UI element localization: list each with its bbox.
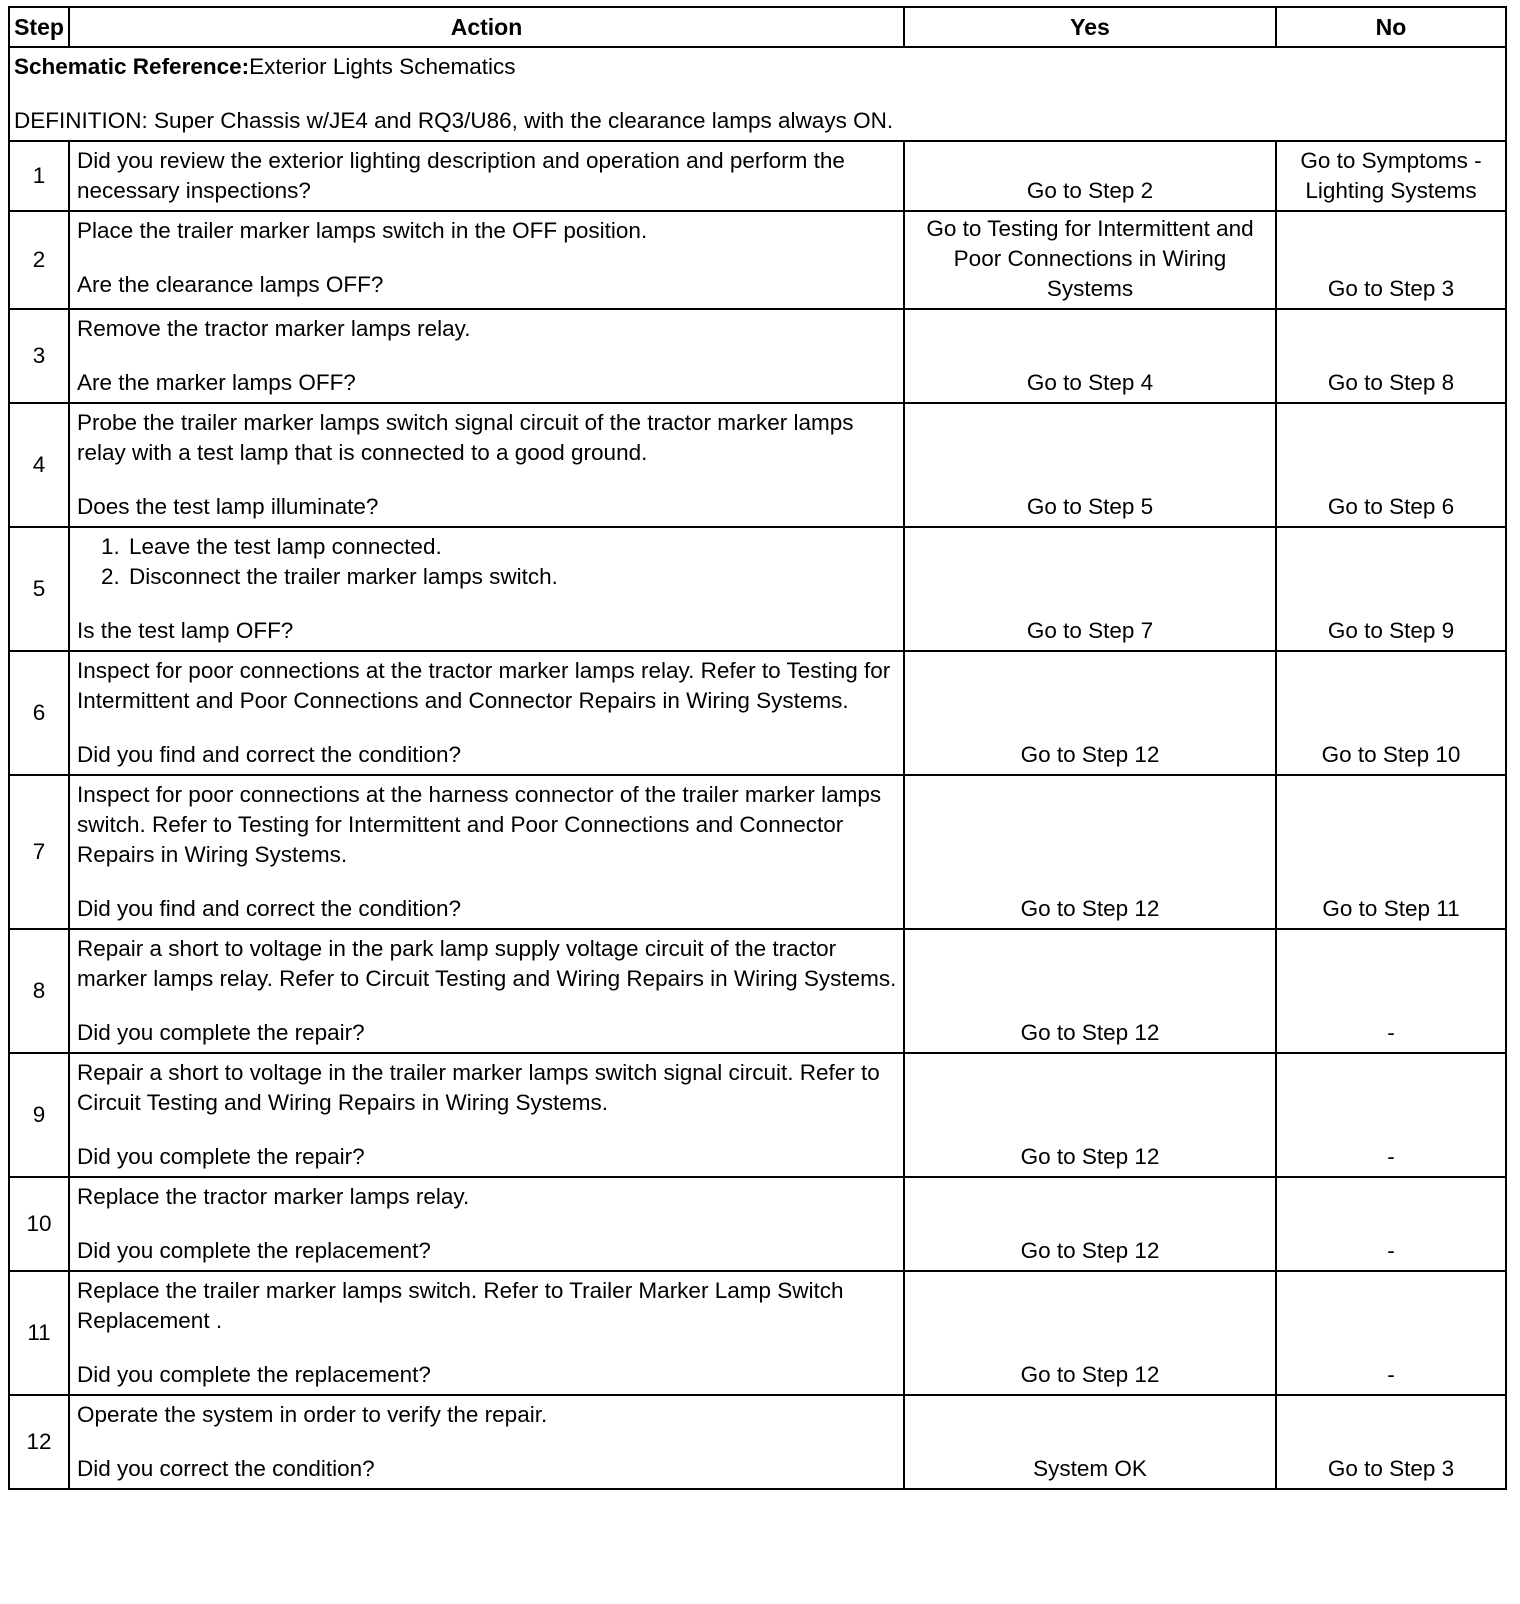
definition-text: DEFINITION: Super Chassis w/JE4 and RQ3/U86, with the clearance lamps always ON.: [14, 108, 894, 133]
step-number: 5: [9, 527, 69, 651]
step-action-cell: [69, 211, 904, 309]
step-action-cell: [69, 527, 904, 651]
step-number: 9: [9, 1053, 69, 1177]
step-row: [9, 1395, 1506, 1489]
step-action-text: Remove the tractor marker lamps relay.: [77, 316, 471, 341]
step-question: Is the test lamp OFF?: [77, 618, 294, 643]
step-no-result: Go to Step 6: [1276, 403, 1506, 527]
step-yes-result: Go to Step 12: [904, 1177, 1276, 1271]
schematic-reference-separator: :: [241, 54, 250, 79]
step-action-cell: [69, 651, 904, 775]
step-number: 2: [9, 211, 69, 309]
step-question: Did you correct the condition?: [77, 1456, 375, 1481]
header-no: No: [1276, 7, 1506, 47]
step-number: 7: [9, 775, 69, 929]
step-number: 11: [9, 1271, 69, 1395]
step-number: 4: [9, 403, 69, 527]
step-action-text: Repair a short to voltage in the park lamp supply voltage circuit of the tractor marker lamps relay. Refer to Circuit Testing and Wiring Repairs in Wiring Systems.: [77, 936, 897, 991]
step-no-result: Go to Step 8: [1276, 309, 1506, 403]
step-action-cell: [69, 141, 904, 211]
step-question: Did you find and correct the condition?: [77, 896, 461, 921]
schematic-reference-cell: [9, 47, 1506, 141]
step-row: [9, 211, 1506, 309]
step-question: Are the marker lamps OFF?: [77, 370, 356, 395]
step-action-text: Inspect for poor connections at the tractor marker lamps relay. Refer to Testing for Intermittent and Poor Connections and Connector Repairs in Wiring Systems.: [77, 658, 891, 713]
step-action-text: Place the trailer marker lamps switch in the OFF position.: [77, 218, 648, 243]
step-row: [9, 141, 1506, 211]
step-action-cell: [69, 1177, 904, 1271]
step-yes-result: Go to Step 12: [904, 1271, 1276, 1395]
step-row: [9, 929, 1506, 1053]
header-step: Step: [9, 7, 69, 47]
step-row: [9, 527, 1506, 651]
step-no-result: -: [1276, 1271, 1506, 1395]
schematic-reference: [14, 52, 1501, 82]
step-question: Did you complete the replacement?: [77, 1362, 431, 1387]
step-yes-result: Go to Step 4: [904, 309, 1276, 403]
step-question: Are the clearance lamps OFF?: [77, 272, 384, 297]
schematic-reference-value: Exterior Lights Schematics: [249, 54, 516, 79]
step-row: [9, 309, 1506, 403]
step-yes-result: Go to Step 7: [904, 527, 1276, 651]
schematic-reference-row: [9, 47, 1506, 141]
step-action-text: Operate the system in order to verify the repair.: [77, 1402, 548, 1427]
diagnostic-table: [8, 6, 1507, 1490]
step-action-cell: [69, 403, 904, 527]
header-row: [9, 7, 1506, 47]
step-action-list: [77, 532, 897, 592]
step-action-cell: [69, 1053, 904, 1177]
step-no-result: -: [1276, 1177, 1506, 1271]
step-number: 6: [9, 651, 69, 775]
step-action-list-item: 1. Leave the test lamp connected.: [126, 532, 897, 562]
step-number: 1: [9, 141, 69, 211]
step-no-result: Go to Step 3: [1276, 1395, 1506, 1489]
step-yes-result: Go to Step 12: [904, 651, 1276, 775]
step-question: Does the test lamp illuminate?: [77, 494, 379, 519]
step-no-result: -: [1276, 929, 1506, 1053]
step-no-result: Go to Step 3: [1276, 211, 1506, 309]
step-row: [9, 1177, 1506, 1271]
step-action-cell: [69, 1395, 904, 1489]
step-no-result: Go to Step 10: [1276, 651, 1506, 775]
step-row: [9, 1271, 1506, 1395]
step-row: [9, 651, 1506, 775]
step-number: 3: [9, 309, 69, 403]
step-question: Did you complete the repair?: [77, 1020, 365, 1045]
step-action-cell: [69, 309, 904, 403]
step-action-cell: [69, 929, 904, 1053]
step-action-cell: [69, 1271, 904, 1395]
step-no-result: Go to Step 11: [1276, 775, 1506, 929]
step-action-list-item: 2. Disconnect the trailer marker lamps switch.: [126, 562, 897, 592]
step-number: 8: [9, 929, 69, 1053]
step-yes-result: System OK: [904, 1395, 1276, 1489]
header-action: Action: [69, 7, 904, 47]
step-number: 12: [9, 1395, 69, 1489]
step-yes-result: Go to Step 2: [904, 141, 1276, 211]
step-action-text: Repair a short to voltage in the trailer marker lamps switch signal circuit. Refer to Circuit Testing and Wiring Repairs in Wiring Systems.: [77, 1060, 880, 1115]
step-yes-result: Go to Testing for Intermittent and Poor Connections in Wiring Systems: [904, 211, 1276, 309]
step-no-result: -: [1276, 1053, 1506, 1177]
step-row: [9, 775, 1506, 929]
step-yes-result: Go to Step 12: [904, 775, 1276, 929]
step-action-text: Inspect for poor connections at the harness connector of the trailer marker lamps switch. Refer to Testing for Intermittent and Poor Connections and Connector Repairs in Wiring Systems.: [77, 782, 882, 867]
step-row: [9, 403, 1506, 527]
header-yes: Yes: [904, 7, 1276, 47]
step-no-result: Go to Symptoms - Lighting Systems: [1276, 141, 1506, 211]
step-action-text: Probe the trailer marker lamps switch signal circuit of the tractor marker lamps relay with a test lamp that is connected to a good ground.: [77, 410, 854, 465]
step-action-text: Replace the tractor marker lamps relay.: [77, 1184, 470, 1209]
step-question: Did you review the exterior lighting description and operation and perform the necessary inspections?: [77, 148, 845, 203]
step-question: Did you find and correct the condition?: [77, 742, 461, 767]
step-yes-result: Go to Step 12: [904, 1053, 1276, 1177]
schematic-reference-label: Schematic Reference: [14, 54, 242, 79]
step-row: [9, 1053, 1506, 1177]
step-action-text: Replace the trailer marker lamps switch. Refer to Trailer Marker Lamp Switch Replacement .: [77, 1278, 844, 1333]
step-question: Did you complete the repair?: [77, 1144, 365, 1169]
step-yes-result: Go to Step 12: [904, 929, 1276, 1053]
step-yes-result: Go to Step 5: [904, 403, 1276, 527]
step-number: 10: [9, 1177, 69, 1271]
step-question: Did you complete the replacement?: [77, 1238, 431, 1263]
step-no-result: Go to Step 9: [1276, 527, 1506, 651]
step-action-cell: [69, 775, 904, 929]
